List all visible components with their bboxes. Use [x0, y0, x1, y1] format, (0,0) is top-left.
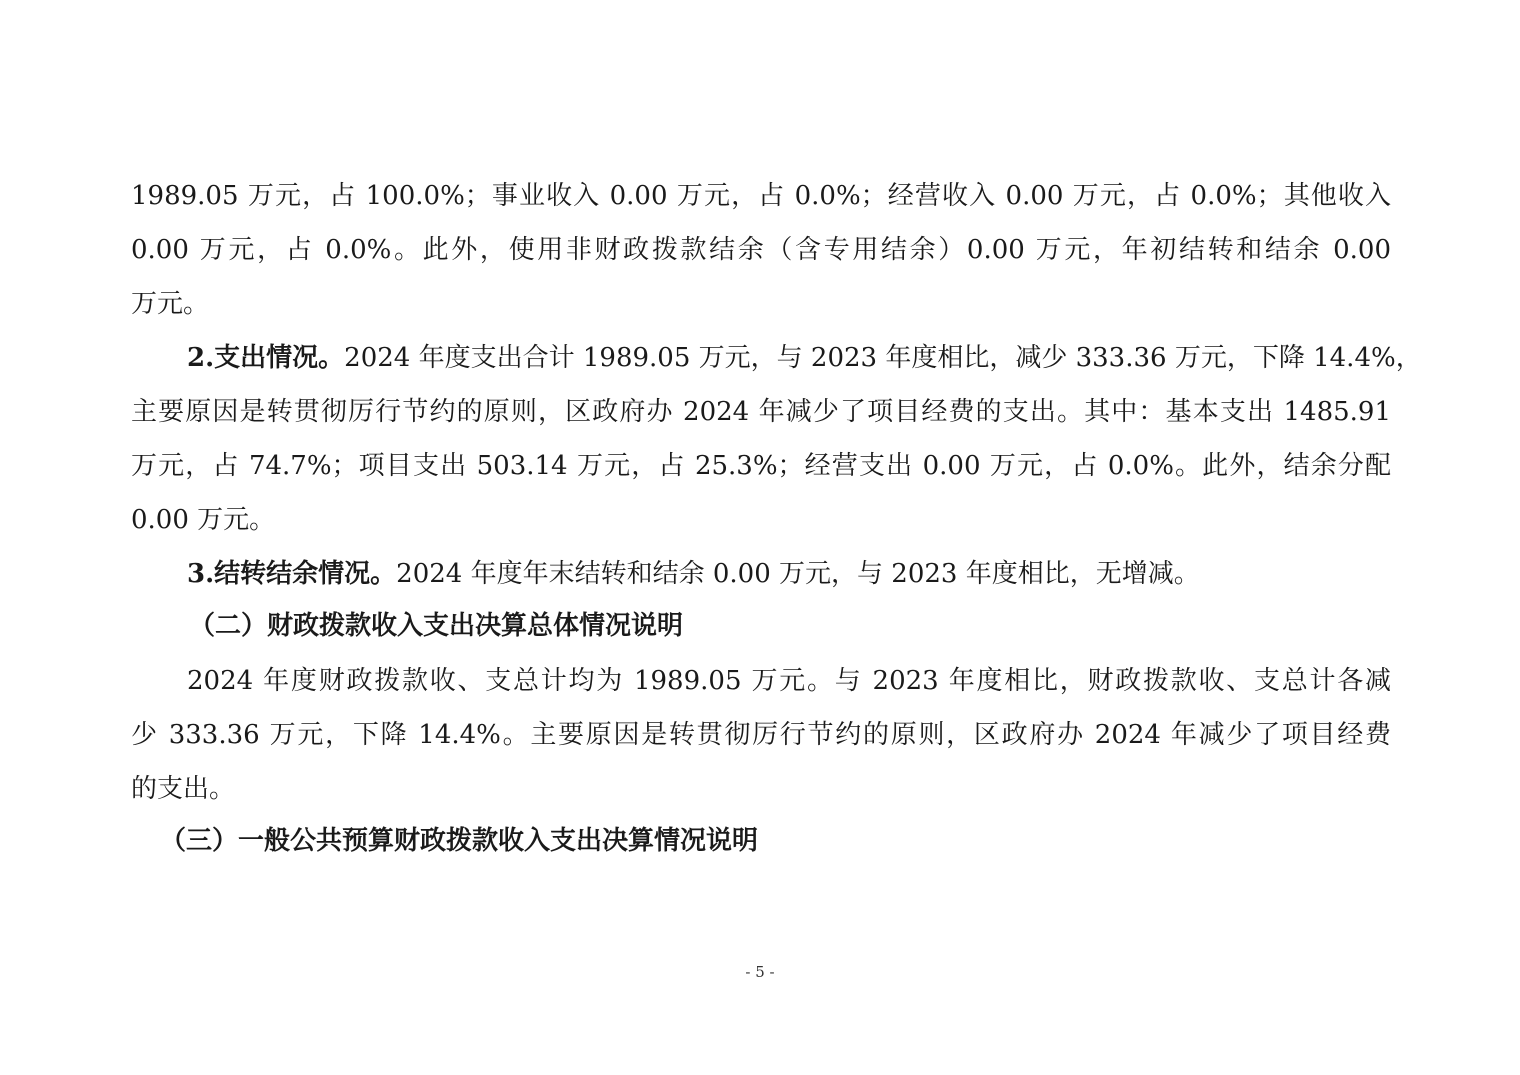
- section-heading-3: （三）一般公共预算财政拨款收入支出决算情况说明: [160, 826, 759, 856]
- carryover-text: 2024 年度年末结转和结余 0.00 万元，与 2023 年度相比，无增减。: [396, 559, 1200, 589]
- expenditure-paragraph-line-2: 主要原因是转贯彻厉行节约的原则，区政府办 2024 年减少了项目经费的支出。其中：基本支出 1485.91: [131, 397, 1391, 427]
- expenditure-paragraph-line-3: 万元，占 74.7%；项目支出 503.14 万元，占 25.3%；经营支出 0.00 万元，占 0.0%。此外，结余分配: [131, 451, 1391, 481]
- income-paragraph-line-1: 1989.05 万元，占 100.0%；事业收入 0.00 万元，占 0.0%；经营收入 0.00 万元，占 0.0%；其他收入: [131, 181, 1391, 211]
- expenditure-paragraph-line-1: [187, 338, 1422, 378]
- page-number: - 5 -: [745, 963, 775, 981]
- fiscal-paragraph-line-2: 少 333.36 万元，下降 14.4%。主要原因是转贯彻厉行节约的原则，区政府办 2024 年减少了项目经费: [131, 720, 1392, 750]
- fiscal-paragraph-line-3: 的支出。: [131, 774, 236, 804]
- fiscal-paragraph-line-1: 2024 年度财政拨款收、支总计均为 1989.05 万元。与 2023 年度相比，财政拨款收、支总计各减: [187, 666, 1391, 696]
- carryover-label: 3.结转结余情况。: [187, 559, 397, 589]
- expenditure-line-1-text: 2024 年度支出合计 1989.05 万元，与 2023 年度相比，减少 333.36 万元，下降 14.4%，: [344, 343, 1422, 373]
- income-paragraph-line-2: 0.00 万元，占 0.0%。此外，使用非财政拨款结余（含专用结余）0.00 万元，年初结转和结余 0.00: [131, 235, 1391, 265]
- expenditure-label: 2.支出情况。: [187, 343, 345, 373]
- income-paragraph-line-3: 万元。: [131, 289, 210, 319]
- section-heading-2: （二）财政拨款收入支出决算总体情况说明: [189, 611, 684, 641]
- carryover-paragraph: [187, 554, 1391, 594]
- expenditure-paragraph-line-4: 0.00 万元。: [131, 505, 276, 535]
